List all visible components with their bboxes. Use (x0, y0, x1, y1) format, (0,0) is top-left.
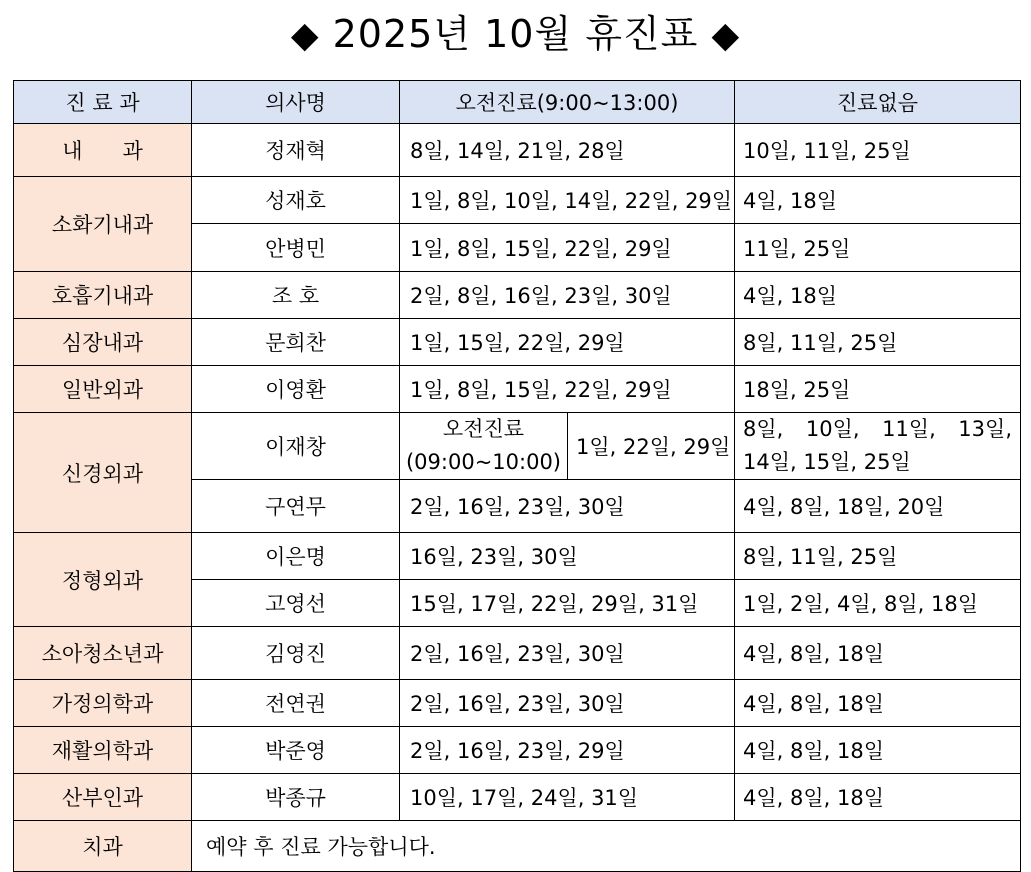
off-cell: 4일, 8일, 18일 (735, 774, 1021, 821)
morning-cell: 15일, 17일, 22일, 29일, 31일 (400, 580, 735, 627)
header-doctor: 의사명 (192, 81, 400, 124)
dept-cell: 가정의학과 (14, 680, 192, 727)
morning-cell: 1일, 8일, 15일, 22일, 29일 (400, 366, 735, 413)
page-title-text: 2025년 10월 휴진표 (332, 12, 699, 56)
table-row (14, 319, 1021, 366)
dept-cell: 내 과 (14, 124, 192, 177)
header-dept: 진 료 과 (14, 81, 192, 124)
doctor-cell: 안병민 (192, 224, 400, 272)
off-cell: 4일, 18일 (735, 177, 1021, 224)
doctor-cell: 조 호 (192, 272, 400, 319)
page-title (0, 8, 1031, 60)
note-cell: 예약 후 진료 가능합니다. (192, 821, 1021, 872)
morning-cell: 8일, 14일, 21일, 28일 (400, 124, 735, 177)
morning-cell: 1일, 8일, 10일, 14일, 22일, 29일 (400, 177, 735, 224)
off-cell: 8일, 11일, 25일 (735, 319, 1021, 366)
doctor-cell: 이재창 (192, 413, 400, 480)
morning-hours-time: (09:00~10:00) (405, 450, 562, 474)
morning-cell: 10일, 17일, 24일, 31일 (400, 774, 735, 821)
table-row (14, 821, 1021, 872)
morning-cell: 16일, 23일, 30일 (400, 533, 735, 580)
table-row (14, 680, 1021, 727)
table-header-row (14, 81, 1021, 124)
doctor-cell: 성재호 (192, 177, 400, 224)
morning-cell: 2일, 16일, 23일, 29일 (400, 727, 735, 774)
morning-cell: 2일, 16일, 23일, 30일 (400, 480, 735, 533)
table-row (14, 272, 1021, 319)
morning-cell: 1일, 15일, 22일, 29일 (400, 319, 735, 366)
table-row (14, 533, 1021, 580)
table-row (14, 124, 1021, 177)
table-row (14, 627, 1021, 680)
dept-cell: 산부인과 (14, 774, 192, 821)
off-cell-line: 8일, 10일, 11일, 13일, (743, 417, 1012, 441)
off-cell: 4일, 8일, 18일 (735, 627, 1021, 680)
dept-cell: 치과 (14, 821, 192, 872)
dept-cell: 재활의학과 (14, 727, 192, 774)
dept-cell: 정형외과 (14, 533, 192, 627)
morning-hours-label: 오전진료 (442, 417, 525, 441)
dept-cell: 호흡기내과 (14, 272, 192, 319)
morning-cell: 2일, 16일, 23일, 30일 (400, 627, 735, 680)
doctor-cell: 박준영 (192, 727, 400, 774)
header-morning: 오전진료(9:00~13:00) (400, 81, 735, 124)
morning-cell: 2일, 8일, 16일, 23일, 30일 (400, 272, 735, 319)
doctor-cell: 이은명 (192, 533, 400, 580)
dept-cell: 일반외과 (14, 366, 192, 413)
off-cell: 4일, 18일 (735, 272, 1021, 319)
off-cell: 11일, 25일 (735, 224, 1021, 272)
doctor-cell: 구연무 (192, 480, 400, 533)
diamond-icon-left: ◆ (290, 15, 320, 56)
doctor-cell: 박종규 (192, 774, 400, 821)
dept-cell: 신경외과 (14, 413, 192, 533)
dept-cell: 심장내과 (14, 319, 192, 366)
morning-cell: 1일, 8일, 15일, 22일, 29일 (400, 224, 735, 272)
off-cell: 4일, 8일, 18일 (735, 727, 1021, 774)
header-off: 진료없음 (735, 81, 1021, 124)
morning-cell: 2일, 16일, 23일, 30일 (400, 680, 735, 727)
off-cell: 18일, 25일 (735, 366, 1021, 413)
dept-cell: 소화기내과 (14, 177, 192, 272)
doctor-cell: 전연권 (192, 680, 400, 727)
table-row (14, 774, 1021, 821)
off-cell: 8일, 11일, 25일 (735, 533, 1021, 580)
off-cell: 1일, 2일, 4일, 8일, 18일 (735, 580, 1021, 627)
doctor-cell: 김영진 (192, 627, 400, 680)
doctor-cell: 고영선 (192, 580, 400, 627)
diamond-icon-right: ◆ (711, 15, 741, 56)
table-row (14, 366, 1021, 413)
table-row (14, 413, 1021, 480)
doctor-cell: 문희찬 (192, 319, 400, 366)
table-row (14, 177, 1021, 224)
off-cell: 4일, 8일, 18일, 20일 (735, 480, 1021, 533)
table-row (14, 727, 1021, 774)
off-cell (735, 413, 1021, 480)
dept-cell: 소아청소년과 (14, 627, 192, 680)
off-cell: 4일, 8일, 18일 (735, 680, 1021, 727)
off-cell-line: 14일, 15일, 25일 (743, 450, 911, 474)
closure-schedule-table (13, 80, 1021, 872)
off-cell: 10일, 11일, 25일 (735, 124, 1021, 177)
doctor-cell: 정재혁 (192, 124, 400, 177)
morning-cell: 1일, 22일, 29일 (568, 413, 735, 480)
morning-hours-label-cell (400, 413, 568, 480)
doctor-cell: 이영환 (192, 366, 400, 413)
